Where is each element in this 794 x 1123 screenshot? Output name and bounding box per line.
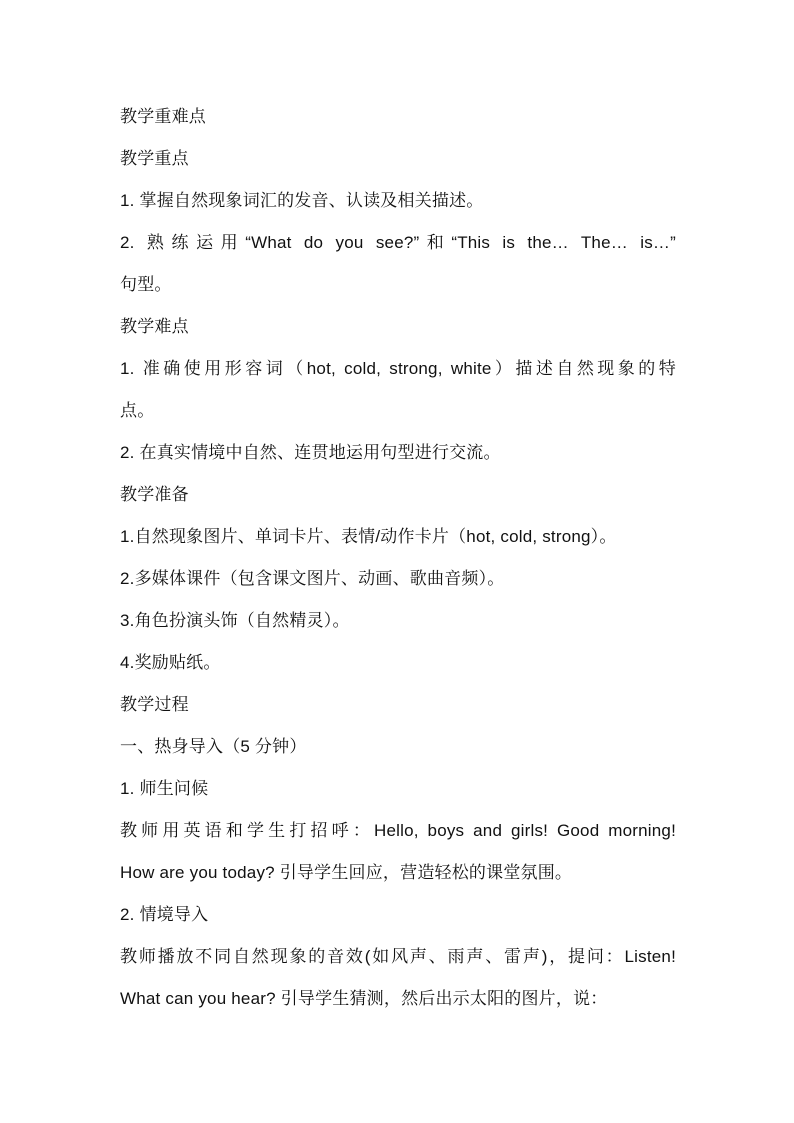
key-point-2-continued: 句型。 xyxy=(120,275,172,294)
difficult-point-1: 1. 准确使用形容词（hot, cold, strong, white）描述自然现象的特 xyxy=(120,359,676,378)
warmup-substep-context: 2. 情境导入 xyxy=(120,905,209,924)
preparation-item-2: 2.多媒体课件（包含课文图片、动画、歌曲音频）。 xyxy=(120,569,505,588)
key-point-2: 2. 熟练运用“What do you see?”和“This is the… The… is…” xyxy=(120,233,676,252)
warmup-substep-greeting: 1. 师生问候 xyxy=(120,779,209,798)
preparation-item-4: 4.奖励贴纸。 xyxy=(120,653,221,672)
greeting-paragraph-line-2: How are you today? 引导学生回应，营造轻松的课堂氛围。 xyxy=(120,863,573,882)
key-point-1: 1. 掌握自然现象词汇的发音、认读及相关描述。 xyxy=(120,191,484,210)
subheading-key-points: 教学重点 xyxy=(120,149,189,168)
difficult-point-1-continued: 点。 xyxy=(120,401,155,420)
context-paragraph-line-2: What can you hear? 引导学生猜测，然后出示太阳的图片，说： xyxy=(120,989,608,1008)
subheading-difficult-points: 教学难点 xyxy=(120,317,189,336)
section-heading-process: 教学过程 xyxy=(120,695,189,714)
process-step-warmup: 一、热身导入（5 分钟） xyxy=(120,737,307,756)
context-paragraph-line-1: 教师播放不同自然现象的音效(如风声、雨声、雷声)，提问：Listen! xyxy=(120,947,676,966)
greeting-paragraph-line-1: 教师用英语和学生打招呼：Hello, boys and girls! Good morning! xyxy=(120,821,676,840)
preparation-item-1: 1.自然现象图片、单词卡片、表情/动作卡片（hot, cold, strong）。 xyxy=(120,527,617,546)
document-body xyxy=(120,102,680,1026)
difficult-point-2: 2. 在真实情境中自然、连贯地运用句型进行交流。 xyxy=(120,443,501,462)
section-heading-preparation: 教学准备 xyxy=(120,485,189,504)
preparation-item-3: 3.角色扮演头饰（自然精灵）。 xyxy=(120,611,350,630)
section-heading-key-difficult-points: 教学重难点 xyxy=(120,107,206,126)
